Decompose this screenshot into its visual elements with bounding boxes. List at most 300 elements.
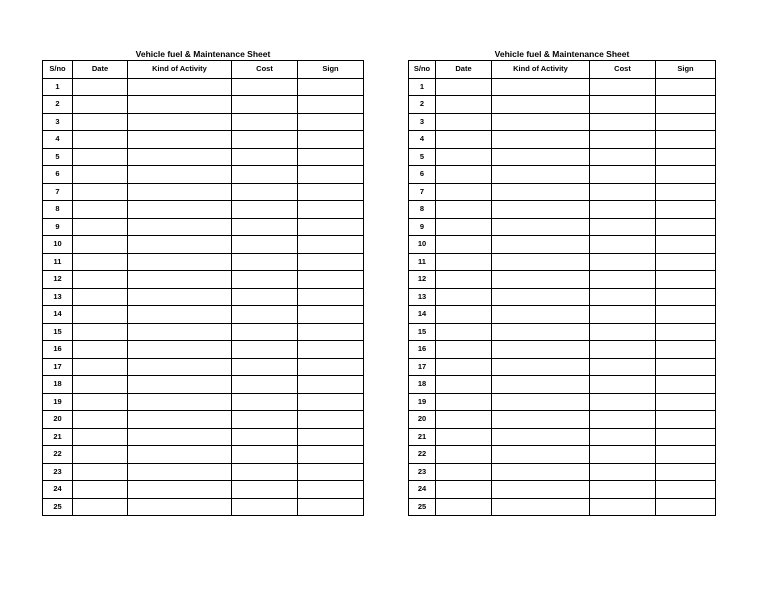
- sign-cell: [656, 271, 716, 289]
- date-cell: [73, 218, 128, 236]
- date-cell: [73, 271, 128, 289]
- row-number: 5: [43, 148, 73, 166]
- activity-cell: [128, 481, 232, 499]
- date-cell: [436, 323, 492, 341]
- activity-cell: [492, 376, 590, 394]
- sign-cell: [656, 218, 716, 236]
- sign-cell: [656, 113, 716, 131]
- activity-cell: [492, 463, 590, 481]
- cost-cell: [232, 463, 298, 481]
- row-number: 24: [409, 481, 436, 499]
- cost-cell: [590, 411, 656, 429]
- activity-cell: [492, 201, 590, 219]
- date-cell: [73, 463, 128, 481]
- activity-cell: [128, 96, 232, 114]
- date-cell: [73, 113, 128, 131]
- date-cell: [436, 131, 492, 149]
- sign-cell: [656, 463, 716, 481]
- row-number: 14: [409, 306, 436, 324]
- date-cell: [436, 183, 492, 201]
- row-number: 13: [409, 288, 436, 306]
- header-kind-of-activity: Kind of Activity: [128, 61, 232, 79]
- sign-cell: [656, 288, 716, 306]
- date-cell: [73, 323, 128, 341]
- log-table-body: [43, 78, 364, 516]
- table-row: [43, 341, 364, 359]
- cost-cell: [590, 148, 656, 166]
- activity-cell: [128, 253, 232, 271]
- date-cell: [436, 358, 492, 376]
- sign-cell: [656, 481, 716, 499]
- table-row: [43, 323, 364, 341]
- sign-cell: [298, 376, 364, 394]
- cost-cell: [590, 393, 656, 411]
- sign-cell: [656, 236, 716, 254]
- log-table: [42, 60, 364, 516]
- sign-cell: [298, 271, 364, 289]
- sign-cell: [298, 428, 364, 446]
- table-row: [409, 183, 716, 201]
- activity-cell: [128, 393, 232, 411]
- table-row: [409, 131, 716, 149]
- cost-cell: [590, 218, 656, 236]
- row-number: 7: [43, 183, 73, 201]
- table-row: [43, 218, 364, 236]
- cost-cell: [232, 201, 298, 219]
- row-number: 25: [43, 498, 73, 516]
- row-number: 22: [409, 446, 436, 464]
- sign-cell: [298, 393, 364, 411]
- row-number: 8: [409, 201, 436, 219]
- table-row: [43, 183, 364, 201]
- cost-cell: [232, 236, 298, 254]
- sheet-title: Vehicle fuel & Maintenance Sheet: [135, 49, 271, 59]
- sign-cell: [298, 183, 364, 201]
- header-date: Date: [73, 61, 128, 79]
- cost-cell: [232, 253, 298, 271]
- activity-cell: [128, 218, 232, 236]
- sign-cell: [298, 481, 364, 499]
- activity-cell: [128, 201, 232, 219]
- header-cost: Cost: [232, 61, 298, 79]
- activity-cell: [492, 411, 590, 429]
- sign-cell: [656, 323, 716, 341]
- cost-cell: [232, 78, 298, 96]
- row-number: 6: [43, 166, 73, 184]
- table-row: [43, 498, 364, 516]
- table-row: [43, 96, 364, 114]
- date-cell: [436, 306, 492, 324]
- header-kind-of-activity: Kind of Activity: [492, 61, 590, 79]
- date-cell: [436, 271, 492, 289]
- sign-cell: [656, 166, 716, 184]
- row-number: 2: [409, 96, 436, 114]
- header-sign: Sign: [298, 61, 364, 79]
- cost-cell: [590, 236, 656, 254]
- date-cell: [436, 166, 492, 184]
- date-cell: [436, 148, 492, 166]
- date-cell: [73, 411, 128, 429]
- table-row: [409, 446, 716, 464]
- cost-cell: [590, 288, 656, 306]
- activity-cell: [492, 183, 590, 201]
- activity-cell: [492, 236, 590, 254]
- sign-cell: [298, 498, 364, 516]
- cost-cell: [590, 463, 656, 481]
- date-cell: [436, 96, 492, 114]
- table-row: [43, 271, 364, 289]
- date-cell: [73, 78, 128, 96]
- sign-cell: [298, 288, 364, 306]
- activity-cell: [128, 428, 232, 446]
- row-number: 9: [43, 218, 73, 236]
- cost-cell: [590, 166, 656, 184]
- sign-cell: [656, 411, 716, 429]
- cost-cell: [590, 183, 656, 201]
- row-number: 18: [43, 376, 73, 394]
- header-sno: S/no: [43, 61, 73, 79]
- sign-cell: [298, 306, 364, 324]
- date-cell: [73, 183, 128, 201]
- row-number: 20: [43, 411, 73, 429]
- log-table: [408, 60, 716, 516]
- activity-cell: [128, 376, 232, 394]
- activity-cell: [128, 236, 232, 254]
- activity-cell: [128, 306, 232, 324]
- row-number: 21: [43, 428, 73, 446]
- table-row: [43, 236, 364, 254]
- date-cell: [436, 481, 492, 499]
- activity-cell: [492, 218, 590, 236]
- row-number: 18: [409, 376, 436, 394]
- table-row: [409, 306, 716, 324]
- row-number: 19: [409, 393, 436, 411]
- sign-cell: [298, 463, 364, 481]
- row-number: 16: [409, 341, 436, 359]
- activity-cell: [492, 113, 590, 131]
- date-cell: [436, 113, 492, 131]
- table-row: [409, 236, 716, 254]
- sign-cell: [298, 78, 364, 96]
- date-cell: [436, 393, 492, 411]
- date-cell: [436, 376, 492, 394]
- cost-cell: [590, 253, 656, 271]
- cost-cell: [232, 148, 298, 166]
- cost-cell: [232, 166, 298, 184]
- sign-cell: [656, 183, 716, 201]
- row-number: 15: [43, 323, 73, 341]
- table-row: [409, 288, 716, 306]
- cost-cell: [590, 306, 656, 324]
- cost-cell: [232, 498, 298, 516]
- row-number: 1: [409, 78, 436, 96]
- activity-cell: [492, 358, 590, 376]
- row-number: 25: [409, 498, 436, 516]
- table-row: [409, 96, 716, 114]
- date-cell: [436, 463, 492, 481]
- cost-cell: [232, 358, 298, 376]
- date-cell: [436, 253, 492, 271]
- cost-cell: [590, 358, 656, 376]
- table-row: [409, 218, 716, 236]
- date-cell: [436, 446, 492, 464]
- date-cell: [73, 236, 128, 254]
- sign-cell: [298, 131, 364, 149]
- row-number: 24: [43, 481, 73, 499]
- table-row: [43, 358, 364, 376]
- date-cell: [436, 288, 492, 306]
- header-row: [409, 61, 716, 79]
- date-cell: [73, 201, 128, 219]
- table-row: [409, 393, 716, 411]
- table-row: [43, 148, 364, 166]
- date-cell: [436, 78, 492, 96]
- sign-cell: [298, 166, 364, 184]
- date-cell: [73, 481, 128, 499]
- activity-cell: [128, 411, 232, 429]
- date-cell: [73, 288, 128, 306]
- activity-cell: [128, 463, 232, 481]
- row-number: 6: [409, 166, 436, 184]
- cost-cell: [232, 323, 298, 341]
- activity-cell: [128, 498, 232, 516]
- cost-cell: [590, 376, 656, 394]
- table-row: [43, 288, 364, 306]
- sign-cell: [656, 96, 716, 114]
- activity-cell: [128, 341, 232, 359]
- cost-cell: [232, 306, 298, 324]
- row-number: 21: [409, 428, 436, 446]
- row-number: 22: [43, 446, 73, 464]
- date-cell: [73, 96, 128, 114]
- cost-cell: [232, 218, 298, 236]
- row-number: 1: [43, 78, 73, 96]
- sign-cell: [656, 78, 716, 96]
- cost-cell: [232, 481, 298, 499]
- cost-cell: [590, 428, 656, 446]
- table-row: [43, 463, 364, 481]
- sign-cell: [656, 201, 716, 219]
- row-number: 11: [409, 253, 436, 271]
- activity-cell: [492, 341, 590, 359]
- table-row: [43, 131, 364, 149]
- cost-cell: [232, 113, 298, 131]
- table-row: [409, 358, 716, 376]
- row-number: 8: [43, 201, 73, 219]
- row-number: 19: [43, 393, 73, 411]
- cost-cell: [232, 376, 298, 394]
- date-cell: [73, 498, 128, 516]
- date-cell: [73, 306, 128, 324]
- row-number: 16: [43, 341, 73, 359]
- date-cell: [436, 498, 492, 516]
- sign-cell: [298, 218, 364, 236]
- row-number: 23: [43, 463, 73, 481]
- date-cell: [73, 428, 128, 446]
- row-number: 4: [43, 131, 73, 149]
- cost-cell: [590, 131, 656, 149]
- activity-cell: [492, 288, 590, 306]
- cost-cell: [590, 201, 656, 219]
- date-cell: [73, 446, 128, 464]
- activity-cell: [128, 183, 232, 201]
- activity-cell: [492, 78, 590, 96]
- cost-cell: [232, 393, 298, 411]
- table-row: [43, 113, 364, 131]
- date-cell: [436, 236, 492, 254]
- table-row: [409, 411, 716, 429]
- sign-cell: [298, 411, 364, 429]
- activity-cell: [492, 166, 590, 184]
- table-row: [409, 428, 716, 446]
- activity-cell: [492, 446, 590, 464]
- date-cell: [73, 393, 128, 411]
- date-cell: [73, 131, 128, 149]
- activity-cell: [492, 306, 590, 324]
- cost-cell: [232, 131, 298, 149]
- sign-cell: [298, 446, 364, 464]
- table-row: [409, 376, 716, 394]
- cost-cell: [590, 78, 656, 96]
- activity-cell: [128, 78, 232, 96]
- activity-cell: [128, 358, 232, 376]
- row-number: 12: [43, 271, 73, 289]
- activity-cell: [128, 148, 232, 166]
- sheet-title: Vehicle fuel & Maintenance Sheet: [494, 49, 630, 59]
- table-row: [409, 253, 716, 271]
- table-row: [43, 446, 364, 464]
- activity-cell: [492, 271, 590, 289]
- table-row: [43, 78, 364, 96]
- sign-cell: [656, 148, 716, 166]
- row-number: 2: [43, 96, 73, 114]
- cost-cell: [232, 428, 298, 446]
- cost-cell: [232, 271, 298, 289]
- table-row: [409, 481, 716, 499]
- sign-cell: [298, 113, 364, 131]
- sign-cell: [298, 253, 364, 271]
- sign-cell: [656, 253, 716, 271]
- date-cell: [73, 358, 128, 376]
- header-sign: Sign: [656, 61, 716, 79]
- date-cell: [73, 253, 128, 271]
- sign-cell: [298, 96, 364, 114]
- activity-cell: [128, 113, 232, 131]
- row-number: 10: [409, 236, 436, 254]
- sign-cell: [656, 358, 716, 376]
- table-row: [409, 201, 716, 219]
- row-number: 15: [409, 323, 436, 341]
- sign-cell: [298, 148, 364, 166]
- table-row: [43, 306, 364, 324]
- row-number: 17: [409, 358, 436, 376]
- activity-cell: [492, 481, 590, 499]
- table-row: [409, 463, 716, 481]
- table-row: [409, 148, 716, 166]
- table-row: [409, 271, 716, 289]
- date-cell: [436, 201, 492, 219]
- row-number: 3: [409, 113, 436, 131]
- cost-cell: [590, 271, 656, 289]
- date-cell: [436, 411, 492, 429]
- cost-cell: [590, 323, 656, 341]
- header-date: Date: [436, 61, 492, 79]
- activity-cell: [128, 271, 232, 289]
- header-cost: Cost: [590, 61, 656, 79]
- log-table-body: [409, 78, 716, 516]
- table-row: [43, 201, 364, 219]
- activity-cell: [492, 428, 590, 446]
- table-row: [43, 376, 364, 394]
- activity-cell: [492, 323, 590, 341]
- activity-cell: [492, 96, 590, 114]
- sign-cell: [298, 358, 364, 376]
- row-number: 20: [409, 411, 436, 429]
- table-row: [409, 166, 716, 184]
- row-number: 9: [409, 218, 436, 236]
- table-row: [43, 253, 364, 271]
- table-row: [409, 113, 716, 131]
- date-cell: [436, 341, 492, 359]
- row-number: 17: [43, 358, 73, 376]
- row-number: 11: [43, 253, 73, 271]
- activity-cell: [128, 288, 232, 306]
- sign-cell: [656, 428, 716, 446]
- date-cell: [73, 376, 128, 394]
- date-cell: [73, 341, 128, 359]
- date-cell: [73, 166, 128, 184]
- table-row: [43, 411, 364, 429]
- cost-cell: [590, 341, 656, 359]
- row-number: 23: [409, 463, 436, 481]
- sign-cell: [656, 341, 716, 359]
- row-number: 14: [43, 306, 73, 324]
- sign-cell: [656, 498, 716, 516]
- sign-cell: [656, 131, 716, 149]
- activity-cell: [128, 166, 232, 184]
- row-number: 7: [409, 183, 436, 201]
- sign-cell: [656, 306, 716, 324]
- activity-cell: [128, 131, 232, 149]
- sign-cell: [298, 341, 364, 359]
- sign-cell: [656, 376, 716, 394]
- row-number: 13: [43, 288, 73, 306]
- cost-cell: [590, 446, 656, 464]
- cost-cell: [232, 341, 298, 359]
- cost-cell: [232, 411, 298, 429]
- table-row: [43, 481, 364, 499]
- table-row: [43, 428, 364, 446]
- cost-cell: [590, 96, 656, 114]
- row-number: 4: [409, 131, 436, 149]
- activity-cell: [492, 253, 590, 271]
- activity-cell: [128, 323, 232, 341]
- activity-cell: [492, 131, 590, 149]
- activity-cell: [128, 446, 232, 464]
- row-number: 10: [43, 236, 73, 254]
- cost-cell: [590, 113, 656, 131]
- sign-cell: [298, 323, 364, 341]
- table-row: [409, 341, 716, 359]
- activity-cell: [492, 148, 590, 166]
- row-number: 12: [409, 271, 436, 289]
- activity-cell: [492, 498, 590, 516]
- row-number: 5: [409, 148, 436, 166]
- cost-cell: [232, 446, 298, 464]
- table-row: [409, 323, 716, 341]
- table-row: [409, 498, 716, 516]
- date-cell: [436, 428, 492, 446]
